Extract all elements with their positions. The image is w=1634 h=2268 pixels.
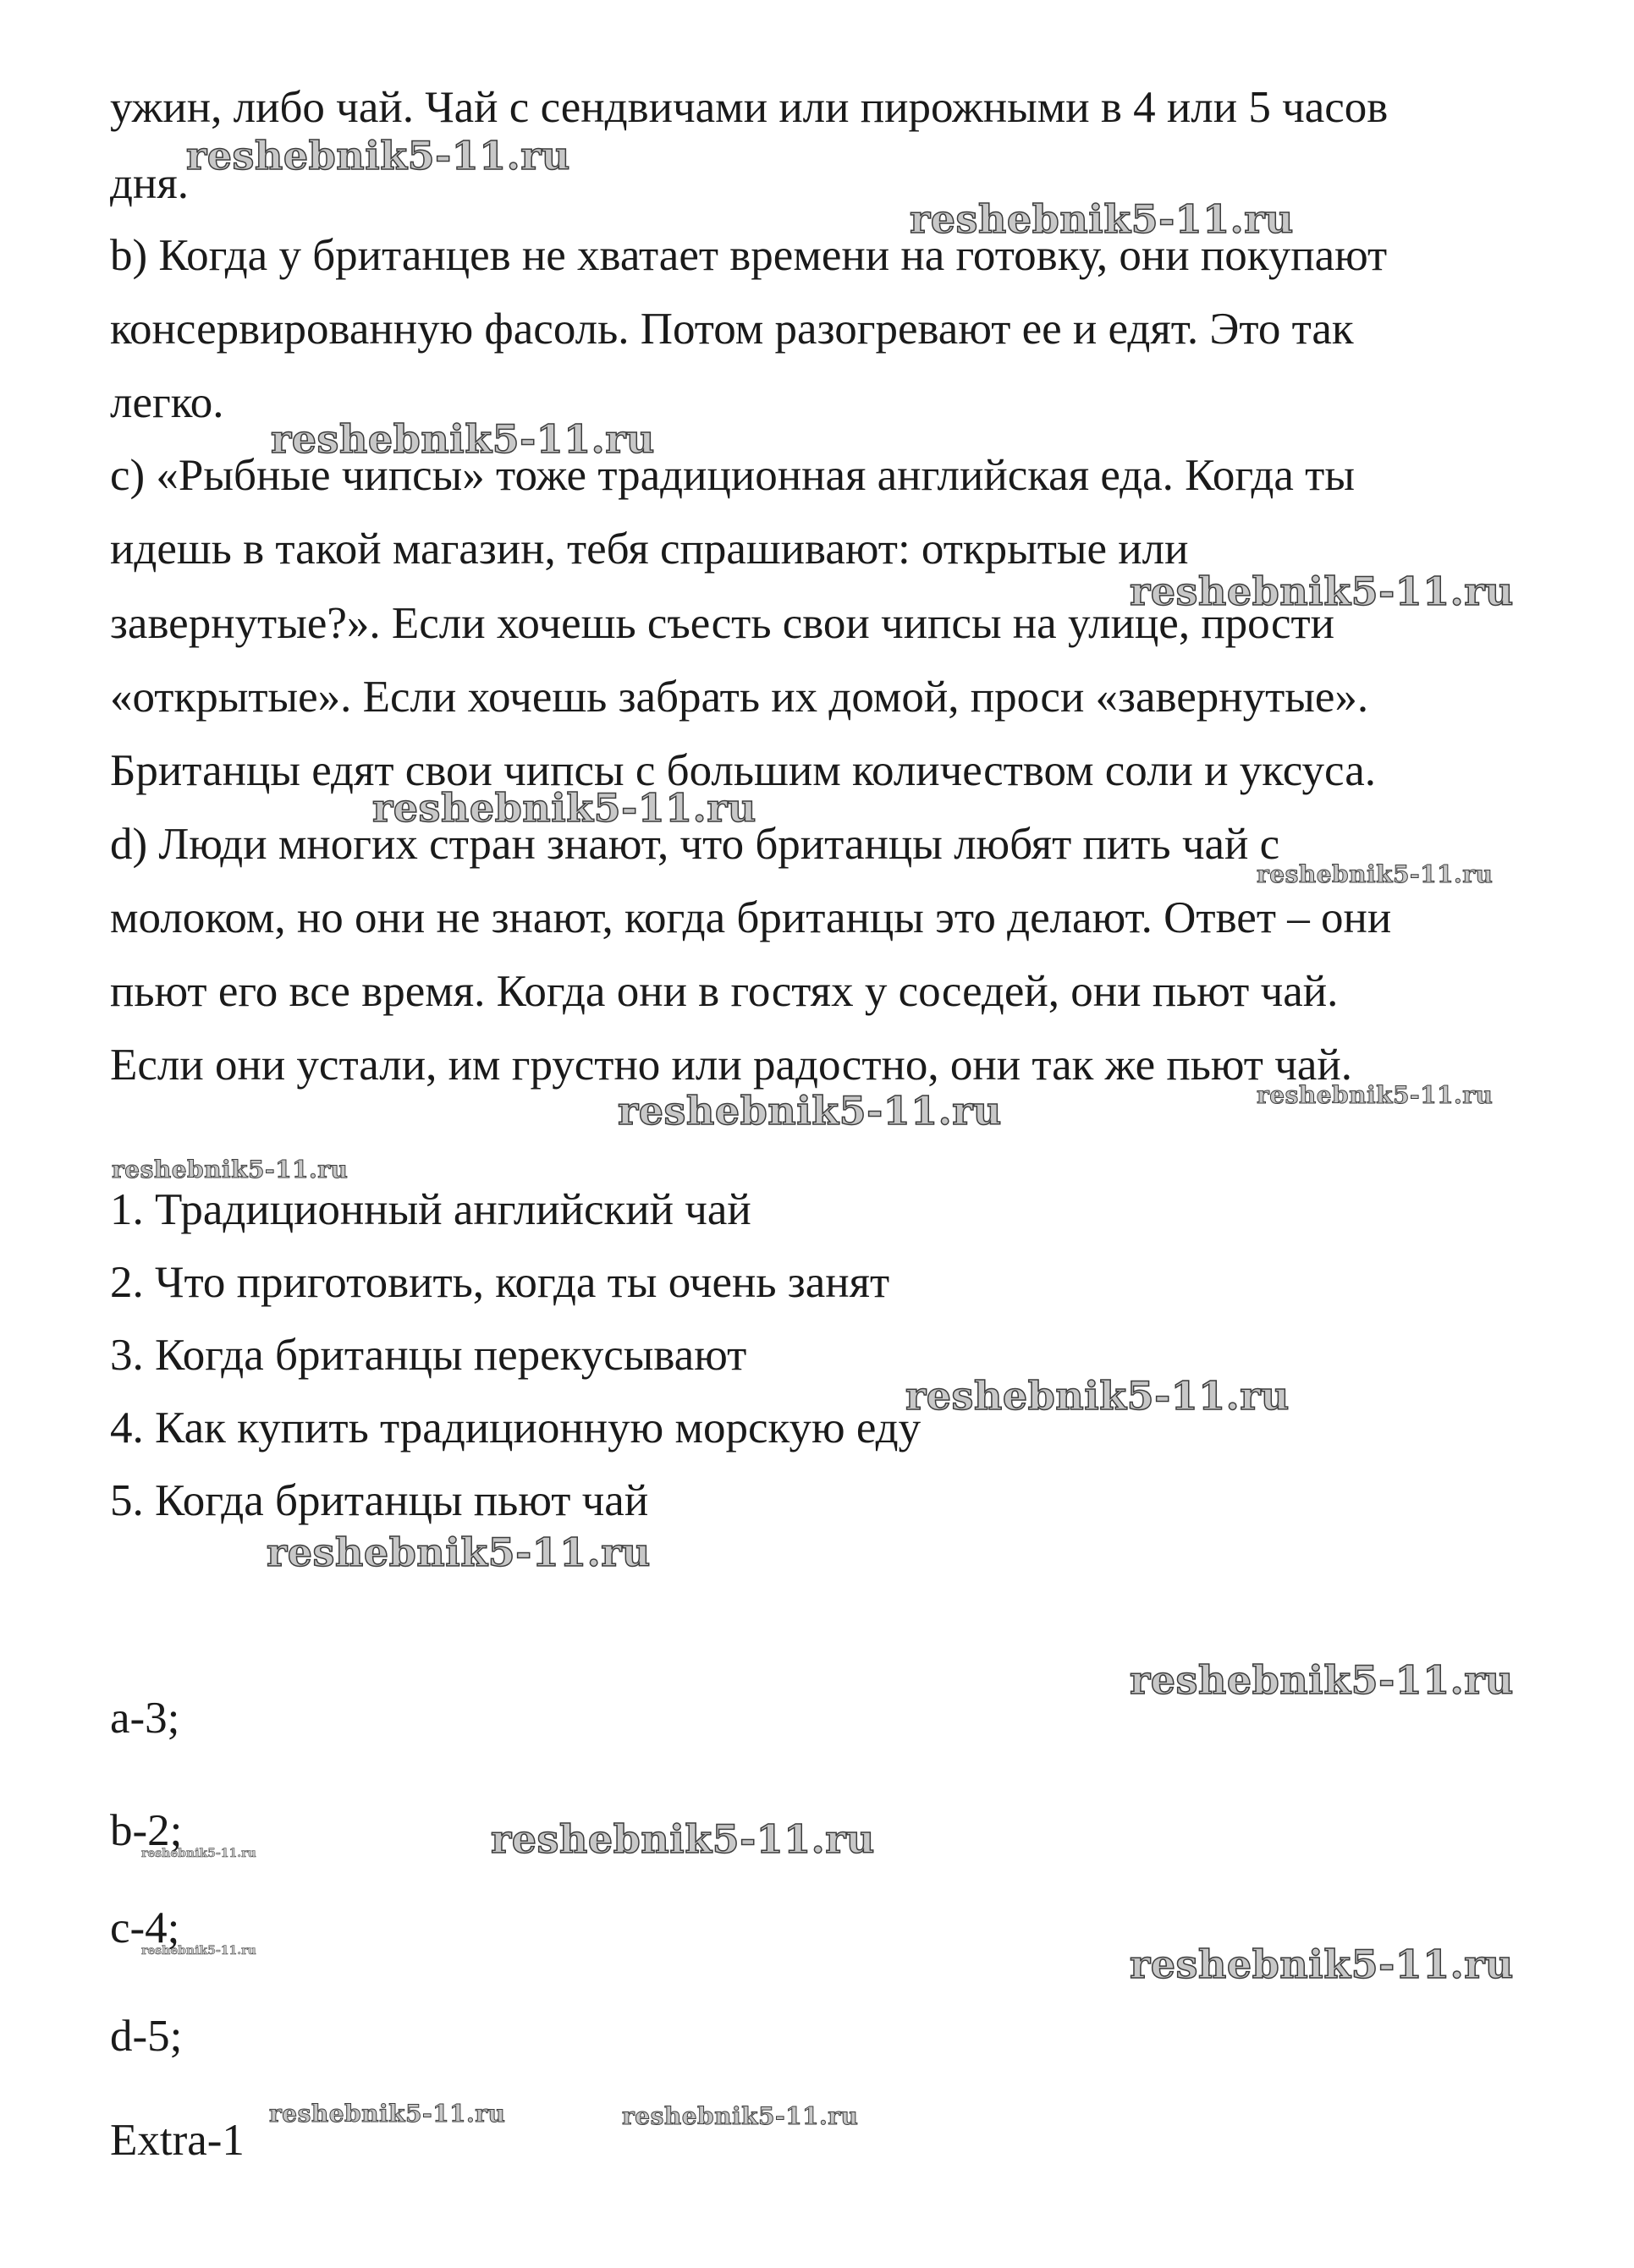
watermark: reshebnik5-11.ru <box>905 1373 1290 1419</box>
text-line: пьют его все время. Когда они в гостях у соседей, они пьют чай. <box>110 967 1339 1016</box>
watermark: reshebnik5-11.ru <box>1130 1657 1514 1703</box>
heading-item: 1. Традиционный английский чай <box>110 1185 751 1234</box>
text-line: c) «Рыбные чипсы» тоже традиционная английская еда. Когда ты <box>110 451 1355 500</box>
watermark: reshebnik5-11.ru <box>622 2102 859 2130</box>
watermark: reshebnik5-11.ru <box>618 1088 1002 1134</box>
text-line: «открытые». Если хочешь забрать их домой, проси «завернутые». <box>110 673 1369 722</box>
watermark: reshebnik5-11.ru <box>491 1816 875 1862</box>
text-line: консервированную фасоль. Потом разогревают ее и едят. Это так <box>110 305 1354 354</box>
watermark: reshebnik5-11.ru <box>141 1944 256 1958</box>
watermark: reshebnik5-11.ru <box>1130 1941 1514 1987</box>
watermark: reshebnik5-11.ru <box>1257 1081 1494 1109</box>
watermark: reshebnik5-11.ru <box>186 133 570 178</box>
text-line: легко. <box>110 378 224 427</box>
text-line: Если они устали, им грустно или радостно, они так же пьют чай. <box>110 1041 1352 1090</box>
watermark: reshebnik5-11.ru <box>112 1156 349 1183</box>
watermark: reshebnik5-11.ru <box>271 416 655 462</box>
text-line: Британцы едят свои чипсы с большим количеством соли и уксуса. <box>110 746 1376 795</box>
text-line: молоком, но они не знают, когда британцы это делают. Ответ – они <box>110 893 1392 942</box>
heading-item: 4. Как купить традиционную морскую еду <box>110 1403 922 1453</box>
answer-item: a-3; <box>110 1694 180 1743</box>
watermark: reshebnik5-11.ru <box>269 2100 506 2128</box>
text-line: завернутые?». Если хочешь съесть свои чипсы на улице, прости <box>110 599 1335 648</box>
watermark: reshebnik5-11.ru <box>1130 568 1514 614</box>
watermark: reshebnik5-11.ru <box>267 1529 651 1575</box>
answer-item: Extra-1 <box>110 2116 245 2165</box>
text-line: b) Когда у британцев не хватает времени на готовку, они покупают <box>110 231 1388 280</box>
answer-item: d-5; <box>110 2012 183 2061</box>
heading-item: 5. Когда британцы пьют чай <box>110 1476 649 1525</box>
watermark: reshebnik5-11.ru <box>372 785 756 831</box>
watermark: reshebnik5-11.ru <box>141 1847 256 1860</box>
text-line: ужин, либо чай. Чай с сендвичами или пирожными в 4 или 5 часов <box>110 83 1389 132</box>
answer-item: b-2; <box>110 1806 183 1855</box>
heading-item: 3. Когда британцы перекусывают <box>110 1331 747 1380</box>
watermark: reshebnik5-11.ru <box>1257 860 1494 888</box>
watermark: reshebnik5-11.ru <box>910 196 1294 242</box>
text-line: d) Люди многих стран знают, что британцы любят пить чай с <box>110 820 1280 869</box>
text-line: идешь в такой магазин, тебя спрашивают: открытые или <box>110 524 1189 574</box>
text-line: дня. <box>110 159 189 208</box>
heading-item: 2. Что приготовить, когда ты очень занят <box>110 1258 890 1307</box>
answer-item: c-4; <box>110 1903 180 1952</box>
